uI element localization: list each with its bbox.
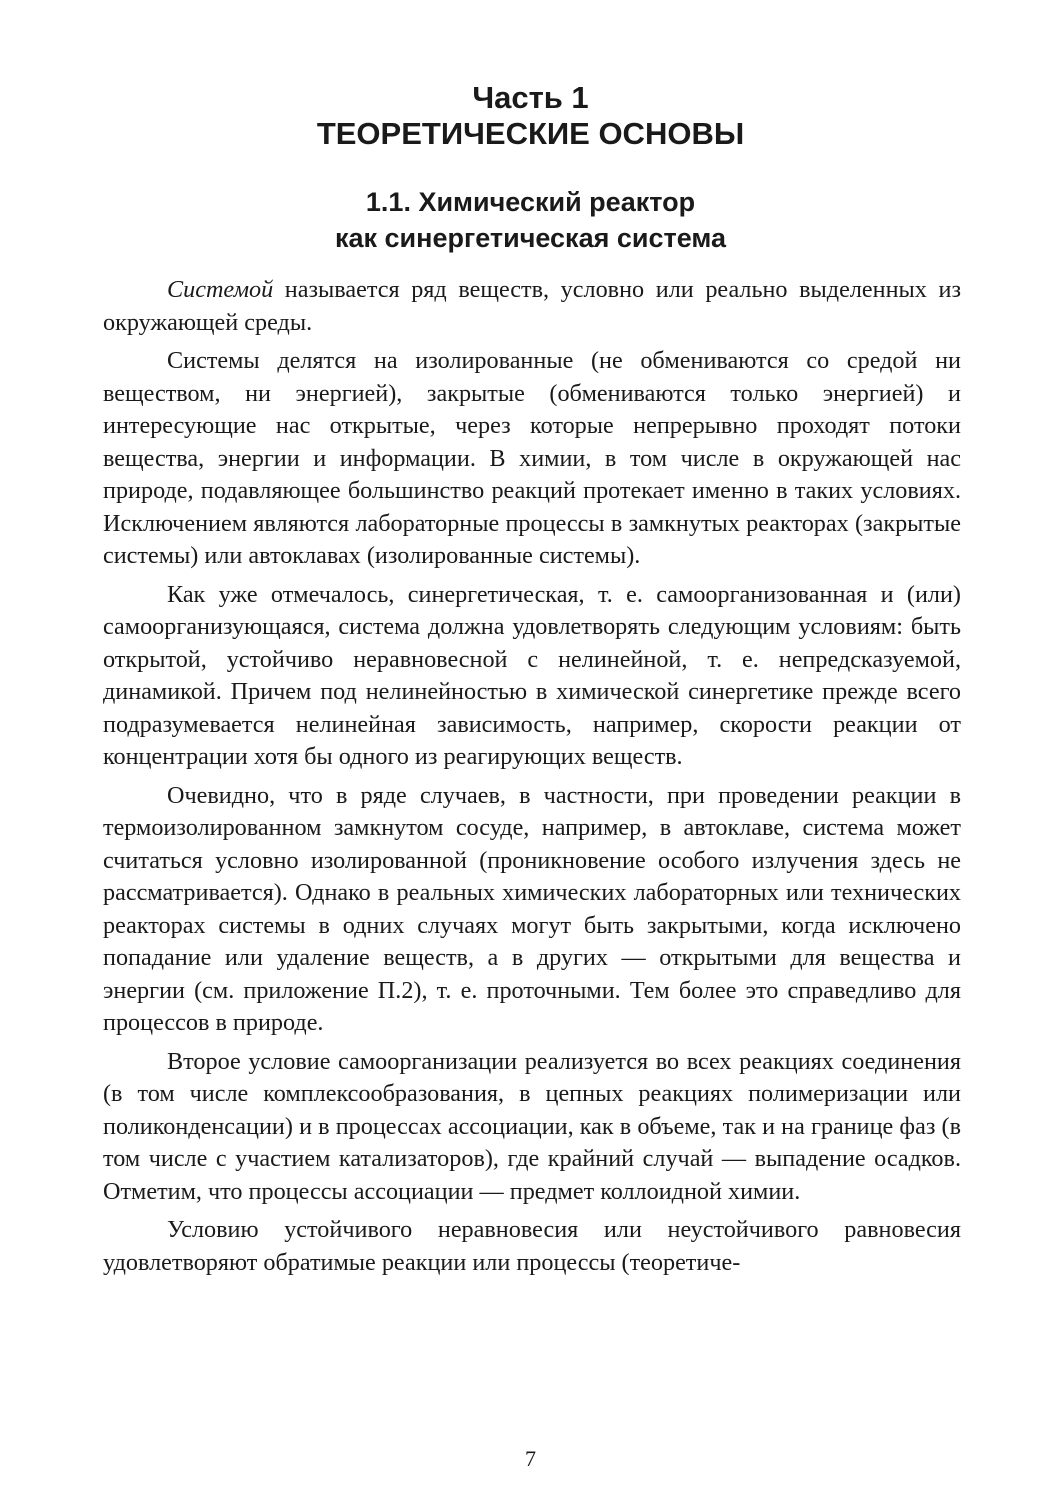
paragraph-5: Второе условие самоорганизации реализуется во всех реакциях соединения (в том числе комплексообразования, в цепных реакциях полимеризации или поликонденсации) и в процессах ассоциации, как в объеме, так и на границе фаз (в том числе с участием катализаторов), где крайний случай — выпадение осадков. Отметим, что процессы ассоциации — предмет коллоидной химии. [103,1047,961,1205]
paragraph-2: Системы делятся на изолированные (не обмениваются со средой ни веществом, ни энергией), закрытые (обмениваются только энергией) и интересующие нас открытые, через которые непрерывно проходят потоки вещества, энергии и информации. В химии, в том числе в окружающей нас природе, подавляющее большинство реакций протекает именно в таких условиях. Исключением являются лабораторные процессы в замкнутых реакторах (закрытые системы) или автоклавах (изолированные системы). [103,347,961,569]
paragraph-3: Как уже отмечалось, синергетическая, т. е. самоорганизованная и (или) самоорганизующаяся, система должна удовлетворять следующим условиям: быть открытой, устойчиво неравновесной с нелинейной, т. е. непредсказуемой, динамикой. Причем под нелинейностью в химической синергетике прежде всего подразумевается нелинейная зависимость, например, скорости реакции от концентрации хотя бы одного из реагирующих веществ. [103,580,961,770]
paragraph-4: Очевидно, что в ряде случаев, в частности, при проведении реакции в термоизолированном замкнутом сосуде, например, в автоклаве, система может считаться условно изолированной (проникновение особого излучения здесь не рассматривается). Однако в реальных химических лабораторных или технических реакторах системы в одних случаях могут быть закрытыми, когда исключено попадание или удаление веществ, а в других — открытыми для вещества и энергии (см. приложение П.2), т. е. проточными. Тем более это справедливо для процессов в природе. [103,781,961,1036]
part-heading [0,80,1061,152]
defined-term: Системой [167,276,274,303]
paragraph-1 [103,274,961,339]
paragraph-6: Условию устойчивого неравновесия или неустойчивого равновесия удовлетворяют обратимые реакции или процессы (теоретиче- [103,1216,961,1276]
section-title-line-1: 1.1. Химический реактор [365,187,696,217]
body-text [103,274,961,1285]
paragraph-text: называется ряд веществ, условно или реально выделенных из окружающей среды. [103,276,961,336]
part-title: ТЕОРЕТИЧЕСКИЕ ОСНОВЫ [316,116,745,151]
part-label: Часть 1 [472,80,589,115]
section-title-line-2: как синергетическая система [335,223,726,253]
section-heading [0,184,1061,256]
page-number: 7 [525,1446,536,1471]
